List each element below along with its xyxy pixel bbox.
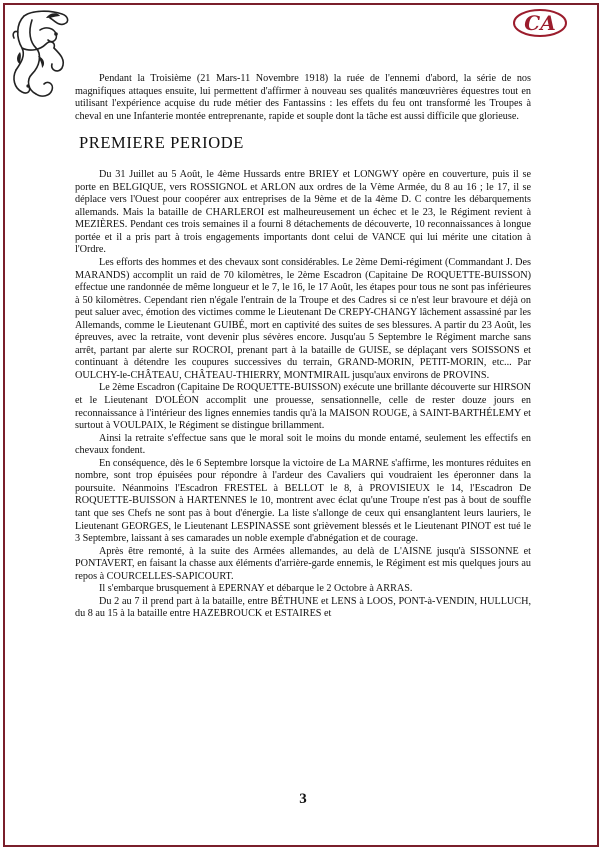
logo-text: CA bbox=[524, 11, 556, 35]
paragraph: Il s'embarque brusquement à EPERNAY et débarque le 2 Octobre à ARRAS. bbox=[99, 583, 413, 595]
paragraph: Après être remonté, à la suite des Armées allemandes, au delà de L'AISNE jusqu'à SISSONNE et PONTAVERT, en faisant la chasse aux éléments d'arrière-garde ennemis, le Régiment est mis quelques jours au repos à COURCELLES-SAPICOURT. bbox=[75, 545, 531, 582]
page-number: 3 bbox=[299, 791, 307, 807]
intro-paragraph: Pendant la Troisième (21 Mars-11 Novembre 1918) la ruée de l'ennemi d'abord, la série de nos magnifiques attaques ensuite, lui permettent d'affirmer à nouveau ses qualités manœuvrières équestres tout en utilisant l'expérience acquise du rude métier des Fantassins : les effets du feu ont transformé les Troupes à cheval en une Infanterie montée entreprenante, rapide et souple dont la tâche est aussi difficile que glorieuse. bbox=[75, 73, 531, 122]
document-body bbox=[75, 73, 531, 621]
paragraph: Les efforts des hommes et des chevaux sont considérables. Le 2ème Demi-régiment (Commandant J. Des MARANDS) accomplit un raid de 70 kilomètres, le 2ème Escadron (Capitaine De ROQUETTE-BUISSON) effectue une randonnée de même longueur et le 7, le 16, le 17 Août, les étapes pour tous ne sont pas inférieures à 50 kilomètres. Cependant rien n'égale l'entrain de la Troupe et des Cadres si ce n'est leur bravoure et déjà on peut saluer avec, émotion des victimes comme le Lieutenant De CREPY-CHANGY lâchement assassiné par les Allemands, comme le Lieutenant GUIBÉ, mort en captivité des suites de ses blessures. A partir du 23 Août, les épreuves, avec la retraite, vont devenir plus sévères encore. Jusqu'au 5 Septembre le Régiment marche sans arrêt, partant par alerte sur ROCROI, prenant part à la bataille de GUISE, se déplaçant vers SOISSONS et continuant à détendre les coupures successives du terrain, GRAND-MORIN, PETIT-MORIN, etc... Par OULCHY-le-CHÂTEAU, CHÂTEAU-THIERRY, MONTMIRAIL jusqu'aux environs de PROVINS. bbox=[75, 257, 531, 381]
paragraph: Du 2 au 7 il prend part à la bataille, entre BÉTHUNE et LENS à LOOS, PONT-à-VENDIN, HULLUCH, du 8 au 15 à la bataille entre HAZEBROUCK et ESTAIRES et bbox=[75, 595, 531, 620]
paragraph: Du 31 Juillet au 5 Août, le 4ème Hussards entre BRIEY et LONGWY opère en couverture, puis il se porte en BELGIQUE, vers ROSSIGNOL et ARLON aux ordres de la Vème Armée, du 8 au 16 ; le 17, il se déplace vers l'Ouest pour coopérer aux entreprises de la 9ème et de la 4ème D. C contre les débarquements allemands. Mais la bataille de CHARLEROI est malheureusement un échec et le 23, le Régiment revient à MEZIÈRES. Pendant ces trois semaines il a fourni 8 détachements de découverte, 10 reconnaissances à longue portée et il a pris part à trois engagements importants dont celui de VANCE qui lui mérite une citation à l'Ordre. bbox=[75, 169, 531, 256]
paragraph: Ainsi la retraite s'effectue sans que le moral soit le moins du monde entamé, seulement les effectifs en chevaux fondent. bbox=[75, 432, 531, 457]
paragraph: Le 2ème Escadron (Capitaine De ROQUETTE-BUISSON) exécute une brillante découverte sur HIRSON et le Lieutenant D'OLÉON accomplit une prouesse, sensationnelle, celle de rester douze jours en reconnaissance à l'intérieur des lignes ennemies tandis qu'à la MAISON ROUGE, à SAINT-BARTHÉLEMY et surtout à VOULPAIX, le Régiment se distingue brillamment. bbox=[75, 382, 531, 432]
section-title: PREMIERE PERIODE bbox=[79, 133, 244, 153]
ornamental-initial-icon bbox=[10, 8, 72, 100]
paragraph: En conséquence, dès le 6 Septembre lorsque la victoire de La MARNE s'affirme, les montures réduites en nombre, sont trop épuisées pour répondre à l'ardeur des Cavaliers qui voudraient les éperonner dans la poursuite. Néanmoins l'Escadron FRESTEL à BELLOT le 8, à PROVISIEUX le 14, l'Escadron De ROQUETTE-BUISSON à HARTENNES le 10, montrent avec éclat qu'une Troupe n'est pas à bout de souffle tant que ses Chefs ne sont pas à bout d'énergie. La liste s'allonge de ceux qui ensanglantent leurs lauriers, le Lieutenant GEORGES, le Lieutenant LESPINASSE sont grièvement blessés et le Lieutenant PINOT est tué le 3 Septembre, laissant à ses camarades un noble exemple d'abnégation et de courage. bbox=[75, 457, 531, 545]
